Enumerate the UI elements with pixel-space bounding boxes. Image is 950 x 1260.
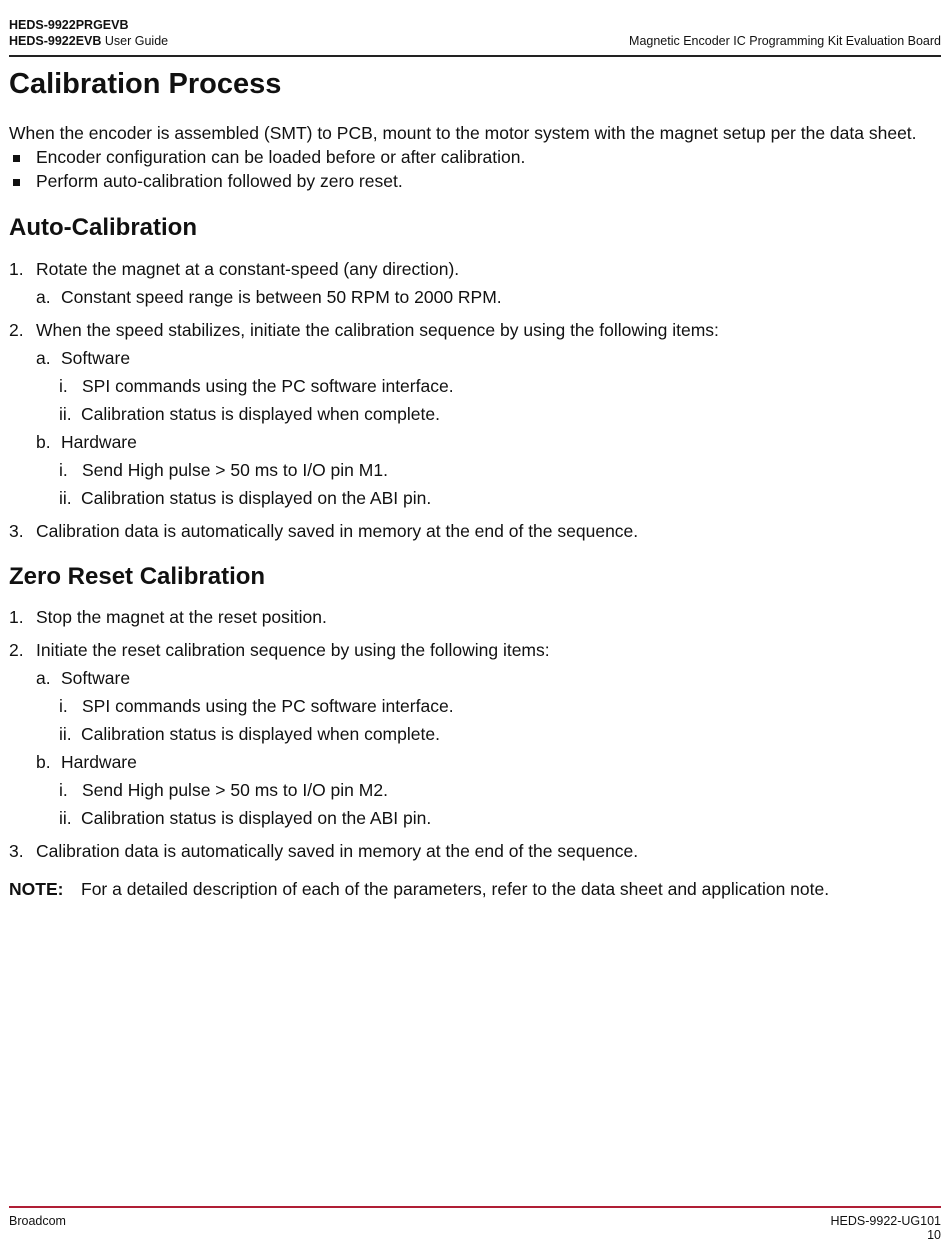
list-item	[9, 486, 941, 510]
list-marker: i.	[59, 696, 68, 716]
list-marker: i.	[59, 376, 68, 396]
list-item	[9, 666, 941, 690]
list-marker: ii.	[59, 724, 72, 744]
section-title-zero-reset: Zero Reset Calibration	[9, 563, 266, 590]
list-item	[9, 430, 941, 454]
list-item	[9, 778, 941, 802]
square-bullet-icon	[13, 155, 20, 162]
product-code: HEDS-9922PRGEVB	[9, 18, 129, 32]
footer-doc-info	[831, 1214, 941, 1242]
list-marker: 1.	[9, 259, 24, 279]
square-bullet-icon	[13, 179, 20, 186]
list-marker: ii.	[59, 808, 72, 828]
list-text: SPI commands using the PC software interface.	[82, 376, 454, 396]
list-item	[9, 318, 941, 342]
footer-company: Broadcom	[9, 1214, 66, 1228]
page-content	[9, 60, 941, 901]
list-item	[9, 722, 941, 746]
list-text: Send High pulse > 50 ms to I/O pin M2.	[82, 780, 388, 800]
list-marker: i.	[59, 460, 68, 480]
list-text: Calibration status is displayed on the ABI pin.	[81, 488, 432, 508]
guide-label: User Guide	[101, 34, 169, 48]
list-text: Calibration status is displayed on the ABI pin.	[81, 808, 432, 828]
list-text: Send High pulse > 50 ms to I/O pin M1.	[82, 460, 388, 480]
list-marker: i.	[59, 780, 68, 800]
bullet-item	[9, 145, 941, 169]
list-item	[9, 257, 941, 281]
list-marker: b.	[36, 432, 51, 452]
section-title-auto-calibration: Auto-Calibration	[9, 214, 197, 241]
list-item	[9, 605, 941, 629]
section-title-calibration: Calibration Process	[9, 68, 282, 100]
list-marker: ii.	[59, 404, 72, 424]
note-label: NOTE:	[9, 879, 64, 899]
list-marker: 2.	[9, 640, 24, 660]
doc-title: Magnetic Encoder IC Programming Kit Evaluation Board	[629, 34, 941, 48]
note	[9, 877, 941, 901]
list-text: Stop the magnet at the reset position.	[36, 607, 327, 627]
footer-page-number: 10	[927, 1228, 941, 1242]
list-text: Hardware	[61, 432, 137, 452]
footer-doc-id: HEDS-9922-UG101	[830, 1214, 941, 1228]
calibration-intro: When the encoder is assembled (SMT) to PCB, mount to the motor system with the magnet setup per the data sheet.	[9, 123, 917, 143]
bullet-item	[9, 169, 941, 193]
list-text: Calibration data is automatically saved in memory at the end of the sequence.	[36, 841, 639, 861]
list-item	[9, 694, 941, 718]
list-text: Constant speed range is between 50 RPM to 2000 RPM.	[61, 287, 502, 307]
list-marker: 3.	[9, 521, 24, 541]
list-item	[9, 839, 941, 863]
list-item	[9, 402, 941, 426]
list-text: Hardware	[61, 752, 137, 772]
list-marker: a.	[36, 348, 51, 368]
list-text: Software	[61, 348, 131, 368]
list-item	[9, 285, 941, 309]
evb-code: HEDS-9922EVB	[9, 34, 102, 48]
list-text: Software	[61, 668, 131, 688]
list-marker: b.	[36, 752, 51, 772]
list-text: SPI commands using the PC software interface.	[82, 696, 454, 716]
list-item	[9, 750, 941, 774]
list-text: Initiate the reset calibration sequence by using the following items:	[36, 640, 550, 660]
bullet-text: Encoder configuration can be loaded before or after calibration.	[36, 147, 526, 167]
page-header	[9, 17, 941, 57]
list-text: When the speed stabilizes, initiate the calibration sequence by using the following items:	[36, 320, 719, 340]
bullet-text: Perform auto-calibration followed by zero reset.	[36, 171, 403, 191]
list-item	[9, 519, 941, 543]
list-marker: a.	[36, 287, 51, 307]
list-marker: 3.	[9, 841, 24, 861]
list-marker: 1.	[9, 607, 24, 627]
list-marker: ii.	[59, 488, 72, 508]
list-text: Rotate the magnet at a constant-speed (any direction).	[36, 259, 460, 279]
list-item	[9, 806, 941, 830]
page-footer	[9, 1206, 941, 1242]
list-item	[9, 458, 941, 482]
list-marker: 2.	[9, 320, 24, 340]
list-item	[9, 374, 941, 398]
list-item	[9, 638, 941, 662]
note-text: For a detailed description of each of the parameters, refer to the data sheet and application note.	[81, 879, 830, 899]
list-text: Calibration status is displayed when complete.	[81, 724, 440, 744]
list-text: Calibration status is displayed when complete.	[81, 404, 440, 424]
list-text: Calibration data is automatically saved in memory at the end of the sequence.	[36, 521, 639, 541]
list-item	[9, 346, 941, 370]
list-marker: a.	[36, 668, 51, 688]
